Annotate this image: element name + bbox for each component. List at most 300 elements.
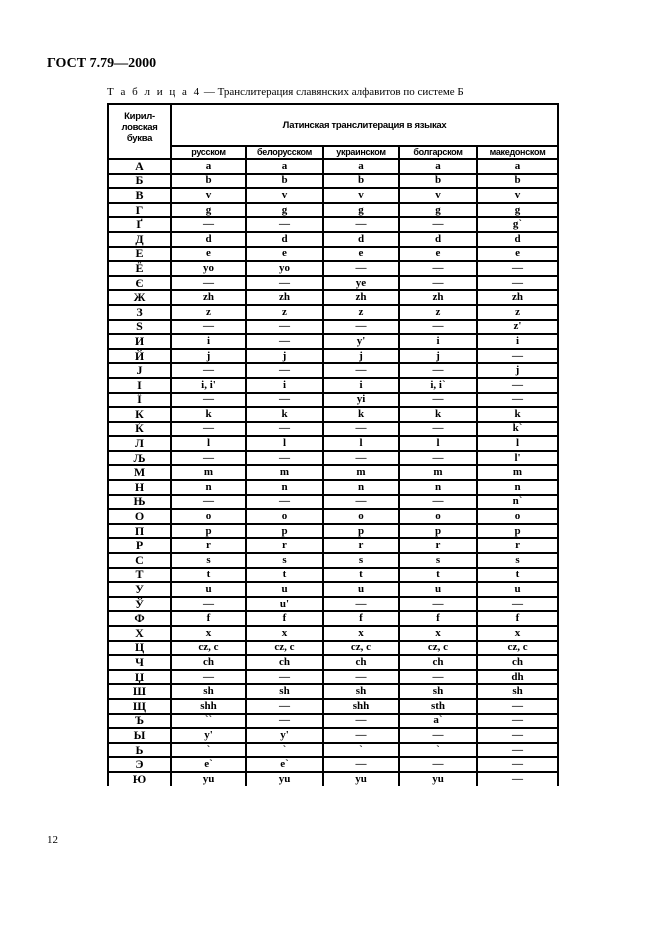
transliteration-cell: f (323, 611, 399, 626)
transliteration-cell: o (323, 509, 399, 524)
table-row (108, 247, 558, 262)
transliteration-cell: i (246, 378, 323, 393)
transliteration-cell: — (323, 670, 399, 685)
transliteration-cell: — (399, 217, 477, 232)
cyrillic-letter-cell: М (108, 465, 171, 480)
cyrillic-letter-cell: Ъ (108, 714, 171, 729)
cyrillic-letter-cell: Ќ (108, 422, 171, 437)
transliteration-cell: y' (171, 728, 246, 743)
transliteration-cell: k` (477, 422, 558, 437)
transliteration-cell: t (246, 568, 323, 583)
transliteration-cell: l' (477, 451, 558, 466)
transliteration-cell: — (399, 363, 477, 378)
transliteration-cell: ch (477, 655, 558, 670)
transliteration-cell: m (323, 465, 399, 480)
header-belarusian: белорусском (246, 146, 323, 159)
transliteration-cell: — (399, 597, 477, 612)
transliteration-cell: — (246, 320, 323, 335)
transliteration-cell: o (477, 509, 558, 524)
transliteration-cell: j (399, 349, 477, 364)
transliteration-cell: a` (399, 714, 477, 729)
table-row (108, 699, 558, 714)
table-row (108, 465, 558, 480)
table-row (108, 684, 558, 699)
transliteration-cell: sh (171, 684, 246, 699)
transliteration-cell: g (323, 203, 399, 218)
transliteration-cell: u (477, 582, 558, 597)
cyrillic-letter-cell: Ц (108, 641, 171, 656)
cyrillic-letter-cell: Ў (108, 597, 171, 612)
transliteration-cell: d (399, 232, 477, 247)
transliteration-cell: z (399, 305, 477, 320)
table-row (108, 524, 558, 539)
transliteration-cell: b (323, 174, 399, 189)
cyrillic-letter-cell: Т (108, 568, 171, 583)
transliteration-cell: i (171, 334, 246, 349)
table-row (108, 305, 558, 320)
transliteration-cell: n` (477, 495, 558, 510)
transliteration-cell: — (246, 276, 323, 291)
transliteration-cell: z (171, 305, 246, 320)
transliteration-cell: dh (477, 670, 558, 685)
transliteration-cell: — (171, 363, 246, 378)
table-row (108, 232, 558, 247)
transliteration-cell: — (399, 276, 477, 291)
transliteration-cell: n (323, 480, 399, 495)
transliteration-cell: zh (171, 290, 246, 305)
transliteration-cell: — (246, 670, 323, 685)
transliteration-cell: o (399, 509, 477, 524)
transliteration-cell: s (171, 553, 246, 568)
cyrillic-letter-cell: В (108, 188, 171, 203)
table-row (108, 568, 558, 583)
cyrillic-letter-cell: Щ (108, 699, 171, 714)
cyrillic-letter-cell: Ѕ (108, 320, 171, 335)
transliteration-cell: v (323, 188, 399, 203)
transliteration-cell: — (399, 670, 477, 685)
table-row (108, 611, 558, 626)
transliteration-cell: — (323, 714, 399, 729)
transliteration-cell: s (477, 553, 558, 568)
cyrillic-letter-cell: І (108, 378, 171, 393)
cyrillic-letter-cell: Р (108, 538, 171, 553)
transliteration-cell: ch (246, 655, 323, 670)
transliteration-cell: — (246, 363, 323, 378)
cyrillic-letter-cell: Л (108, 436, 171, 451)
transliteration-cell: k (323, 407, 399, 422)
transliteration-cell: sth (399, 699, 477, 714)
transliteration-cell: — (246, 422, 323, 437)
transliteration-cell: — (399, 451, 477, 466)
transliteration-cell: a (477, 159, 558, 174)
table-row (108, 495, 558, 510)
transliteration-cell: z' (477, 320, 558, 335)
transliteration-cell: sh (477, 684, 558, 699)
transliteration-cell: — (323, 320, 399, 335)
table-row (108, 334, 558, 349)
transliteration-cell: — (246, 334, 323, 349)
transliteration-cell: g` (477, 217, 558, 232)
transliteration-cell: — (477, 378, 558, 393)
table-row (108, 553, 558, 568)
transliteration-cell: ` (246, 743, 323, 758)
transliteration-cell: d (477, 232, 558, 247)
table-row (108, 174, 558, 189)
cyrillic-letter-cell: У (108, 582, 171, 597)
transliteration-cell: m (399, 465, 477, 480)
transliteration-cell: g (477, 203, 558, 218)
table-row (108, 743, 558, 758)
transliteration-cell: o (246, 509, 323, 524)
table-row (108, 538, 558, 553)
table-row (108, 378, 558, 393)
header-macedonian: македонском (477, 146, 558, 159)
cyrillic-letter-cell: Ш (108, 684, 171, 699)
transliteration-cell: u (323, 582, 399, 597)
transliteration-cell: k (171, 407, 246, 422)
transliteration-cell: g (246, 203, 323, 218)
table-row (108, 509, 558, 524)
transliteration-cell: ch (323, 655, 399, 670)
transliteration-cell: l (171, 436, 246, 451)
cyrillic-letter-cell: Ь (108, 743, 171, 758)
header-latin-transliteration: Латинская транслитерация в языках (171, 104, 558, 146)
transliteration-cell: d (246, 232, 323, 247)
transliteration-cell: b (477, 174, 558, 189)
table-row (108, 363, 558, 378)
table-row (108, 655, 558, 670)
transliteration-cell: i (399, 334, 477, 349)
transliteration-cell: x (477, 626, 558, 641)
transliteration-cell: k (246, 407, 323, 422)
cyrillic-letter-cell: Ю (108, 772, 171, 786)
transliteration-cell: b (246, 174, 323, 189)
transliteration-cell: j (171, 349, 246, 364)
table-row (108, 772, 558, 786)
transliteration-cell: x (399, 626, 477, 641)
transliteration-cell: t (323, 568, 399, 583)
transliteration-cell: x (171, 626, 246, 641)
transliteration-cell: o (171, 509, 246, 524)
transliteration-cell: — (246, 393, 323, 408)
transliteration-cell: s (399, 553, 477, 568)
transliteration-cell: cz, c (246, 641, 323, 656)
table-body (108, 159, 558, 786)
transliteration-cell: e (246, 247, 323, 262)
table-row (108, 670, 558, 685)
transliteration-cell: e` (246, 757, 323, 772)
transliteration-cell: sh (246, 684, 323, 699)
table-row (108, 641, 558, 656)
transliteration-cell: yu (323, 772, 399, 786)
transliteration-cell: u (246, 582, 323, 597)
table-row (108, 159, 558, 174)
transliteration-cell: cz, c (171, 641, 246, 656)
transliteration-cell: v (477, 188, 558, 203)
transliteration-cell: — (246, 217, 323, 232)
transliteration-cell: n (399, 480, 477, 495)
cyrillic-letter-cell: Ж (108, 290, 171, 305)
transliteration-cell: zh (246, 290, 323, 305)
transliteration-cell: zh (399, 290, 477, 305)
table-row (108, 349, 558, 364)
table-row (108, 188, 558, 203)
transliteration-cell: sh (399, 684, 477, 699)
table-caption-text: — Транслитерация славянских алфавитов по системе Б (201, 86, 464, 98)
transliteration-cell: ` (399, 743, 477, 758)
transliteration-cell: t (477, 568, 558, 583)
cyrillic-letter-cell: С (108, 553, 171, 568)
cyrillic-letter-cell: Џ (108, 670, 171, 685)
transliteration-cell: z (477, 305, 558, 320)
transliteration-cell: — (323, 363, 399, 378)
cyrillic-letter-cell: Ы (108, 728, 171, 743)
transliteration-cell: yu (399, 772, 477, 786)
cyrillic-letter-cell: Њ (108, 495, 171, 510)
transliteration-cell: n (171, 480, 246, 495)
cyrillic-letter-cell: А (108, 159, 171, 174)
table-row (108, 407, 558, 422)
transliteration-cell: z (323, 305, 399, 320)
cyrillic-letter-cell: Ё (108, 261, 171, 276)
transliteration-cell: — (477, 261, 558, 276)
transliteration-cell: yo (171, 261, 246, 276)
transliteration-cell: — (323, 217, 399, 232)
transliteration-cell: a (399, 159, 477, 174)
transliteration-cell: m (246, 465, 323, 480)
transliteration-cell: t (171, 568, 246, 583)
transliteration-cell: e (399, 247, 477, 262)
transliteration-cell: v (246, 188, 323, 203)
transliteration-cell: — (477, 349, 558, 364)
transliteration-cell: p (323, 524, 399, 539)
transliteration-cell: — (171, 451, 246, 466)
transliteration-cell: u (171, 582, 246, 597)
transliteration-cell: — (399, 261, 477, 276)
table-label: Т а б л и ц а 4 (107, 86, 202, 98)
transliteration-cell: j (323, 349, 399, 364)
transliteration-cell: s (246, 553, 323, 568)
transliteration-cell: m (477, 465, 558, 480)
cyrillic-letter-cell: Г (108, 203, 171, 218)
table-row (108, 714, 558, 729)
transliteration-cell: shh (171, 699, 246, 714)
document-title: ГОСТ 7.79—2000 (47, 56, 157, 71)
header-bulgarian: болгарском (399, 146, 477, 159)
cyrillic-letter-cell: Е (108, 247, 171, 262)
transliteration-cell: b (399, 174, 477, 189)
transliteration-cell: — (477, 743, 558, 758)
transliteration-cell: — (399, 422, 477, 437)
cyrillic-letter-cell: О (108, 509, 171, 524)
table-row (108, 597, 558, 612)
transliteration-cell: — (399, 393, 477, 408)
transliteration-cell: a (171, 159, 246, 174)
transliteration-cell: v (171, 188, 246, 203)
transliteration-cell: s (323, 553, 399, 568)
transliteration-cell: — (399, 495, 477, 510)
transliteration-cell: l (399, 436, 477, 451)
transliteration-cell: — (323, 728, 399, 743)
transliteration-cell: yu (246, 772, 323, 786)
transliteration-cell: `` (171, 714, 246, 729)
cyrillic-letter-cell: Х (108, 626, 171, 641)
transliteration-cell: yo (246, 261, 323, 276)
transliteration-cell: g (171, 203, 246, 218)
transliteration-cell: — (477, 597, 558, 612)
transliteration-cell: i (477, 334, 558, 349)
transliteration-cell: — (323, 757, 399, 772)
transliteration-cell: — (477, 699, 558, 714)
transliteration-cell: ` (171, 743, 246, 758)
transliteration-cell: k (477, 407, 558, 422)
transliteration-table (107, 103, 559, 786)
transliteration-cell: — (477, 714, 558, 729)
header-cyrillic-letter: Кирил-ловская буква (108, 104, 171, 159)
transliteration-cell: p (399, 524, 477, 539)
transliteration-cell: n (246, 480, 323, 495)
transliteration-cell: zh (477, 290, 558, 305)
transliteration-cell: a (323, 159, 399, 174)
table-row (108, 276, 558, 291)
transliteration-cell: — (171, 217, 246, 232)
cyrillic-letter-cell: Б (108, 174, 171, 189)
transliteration-cell: f (246, 611, 323, 626)
transliteration-cell: d (323, 232, 399, 247)
transliteration-cell: — (246, 714, 323, 729)
table-row (108, 393, 558, 408)
transliteration-cell: shh (323, 699, 399, 714)
table-row (108, 261, 558, 276)
table-row (108, 422, 558, 437)
transliteration-cell: — (171, 495, 246, 510)
transliteration-cell: — (323, 597, 399, 612)
transliteration-cell: cz, c (477, 641, 558, 656)
transliteration-cell: — (323, 261, 399, 276)
transliteration-cell: — (171, 320, 246, 335)
table-row (108, 582, 558, 597)
transliteration-cell: — (399, 320, 477, 335)
cyrillic-letter-cell: Ј (108, 363, 171, 378)
transliteration-cell: e` (171, 757, 246, 772)
table-row (108, 290, 558, 305)
transliteration-cell: m (171, 465, 246, 480)
cyrillic-letter-cell: Ґ (108, 217, 171, 232)
cyrillic-letter-cell: П (108, 524, 171, 539)
cyrillic-letter-cell: Д (108, 232, 171, 247)
transliteration-cell: — (171, 276, 246, 291)
transliteration-cell: — (399, 728, 477, 743)
transliteration-cell: sh (323, 684, 399, 699)
transliteration-cell: ` (323, 743, 399, 758)
transliteration-cell: — (477, 757, 558, 772)
transliteration-cell: f (399, 611, 477, 626)
transliteration-cell: i (323, 378, 399, 393)
transliteration-cell: yu (171, 772, 246, 786)
transliteration-cell: j (477, 363, 558, 378)
transliteration-cell: u' (246, 597, 323, 612)
transliteration-cell: — (171, 597, 246, 612)
transliteration-cell: r (323, 538, 399, 553)
table-row (108, 728, 558, 743)
transliteration-cell: i, i' (171, 378, 246, 393)
transliteration-cell: a (246, 159, 323, 174)
transliteration-cell: u (399, 582, 477, 597)
transliteration-cell: — (477, 276, 558, 291)
transliteration-cell: t (399, 568, 477, 583)
cyrillic-letter-cell: Љ (108, 451, 171, 466)
transliteration-cell: f (171, 611, 246, 626)
table-row (108, 203, 558, 218)
transliteration-cell: x (323, 626, 399, 641)
table-row (108, 757, 558, 772)
table-row (108, 451, 558, 466)
transliteration-cell: r (246, 538, 323, 553)
header-ukrainian: украинском (323, 146, 399, 159)
transliteration-cell: — (477, 393, 558, 408)
transliteration-cell: — (171, 670, 246, 685)
cyrillic-letter-cell: Н (108, 480, 171, 495)
transliteration-cell: — (246, 495, 323, 510)
cyrillic-letter-cell: Ч (108, 655, 171, 670)
transliteration-cell: — (323, 422, 399, 437)
transliteration-cell: — (399, 757, 477, 772)
transliteration-cell: k (399, 407, 477, 422)
table-row (108, 320, 558, 335)
transliteration-cell: cz, c (323, 641, 399, 656)
transliteration-cell: i, i` (399, 378, 477, 393)
transliteration-cell: g (399, 203, 477, 218)
cyrillic-letter-cell: И (108, 334, 171, 349)
transliteration-cell: zh (323, 290, 399, 305)
transliteration-cell: l (246, 436, 323, 451)
transliteration-cell: — (323, 451, 399, 466)
cyrillic-letter-cell: Э (108, 757, 171, 772)
cyrillic-letter-cell: Ї (108, 393, 171, 408)
table-caption (107, 86, 464, 98)
transliteration-cell: f (477, 611, 558, 626)
cyrillic-letter-cell: Ф (108, 611, 171, 626)
transliteration-cell: e (171, 247, 246, 262)
transliteration-cell: — (246, 451, 323, 466)
transliteration-cell: r (171, 538, 246, 553)
transliteration-cell: cz, c (399, 641, 477, 656)
cyrillic-letter-cell: К (108, 407, 171, 422)
transliteration-cell: ch (399, 655, 477, 670)
cyrillic-letter-cell: Й (108, 349, 171, 364)
transliteration-cell: l (477, 436, 558, 451)
table-row (108, 436, 558, 451)
transliteration-cell: l (323, 436, 399, 451)
transliteration-cell: y' (323, 334, 399, 349)
transliteration-cell: r (399, 538, 477, 553)
transliteration-cell: p (246, 524, 323, 539)
transliteration-cell: x (246, 626, 323, 641)
transliteration-cell: e (323, 247, 399, 262)
transliteration-cell: y' (246, 728, 323, 743)
transliteration-cell: — (477, 772, 558, 786)
transliteration-cell: e (477, 247, 558, 262)
transliteration-cell: ch (171, 655, 246, 670)
transliteration-cell: r (477, 538, 558, 553)
cyrillic-letter-cell: З (108, 305, 171, 320)
transliteration-cell: — (323, 495, 399, 510)
table-row (108, 626, 558, 641)
transliteration-cell: — (171, 422, 246, 437)
transliteration-cell: z (246, 305, 323, 320)
transliteration-cell: — (477, 728, 558, 743)
table-row (108, 217, 558, 232)
